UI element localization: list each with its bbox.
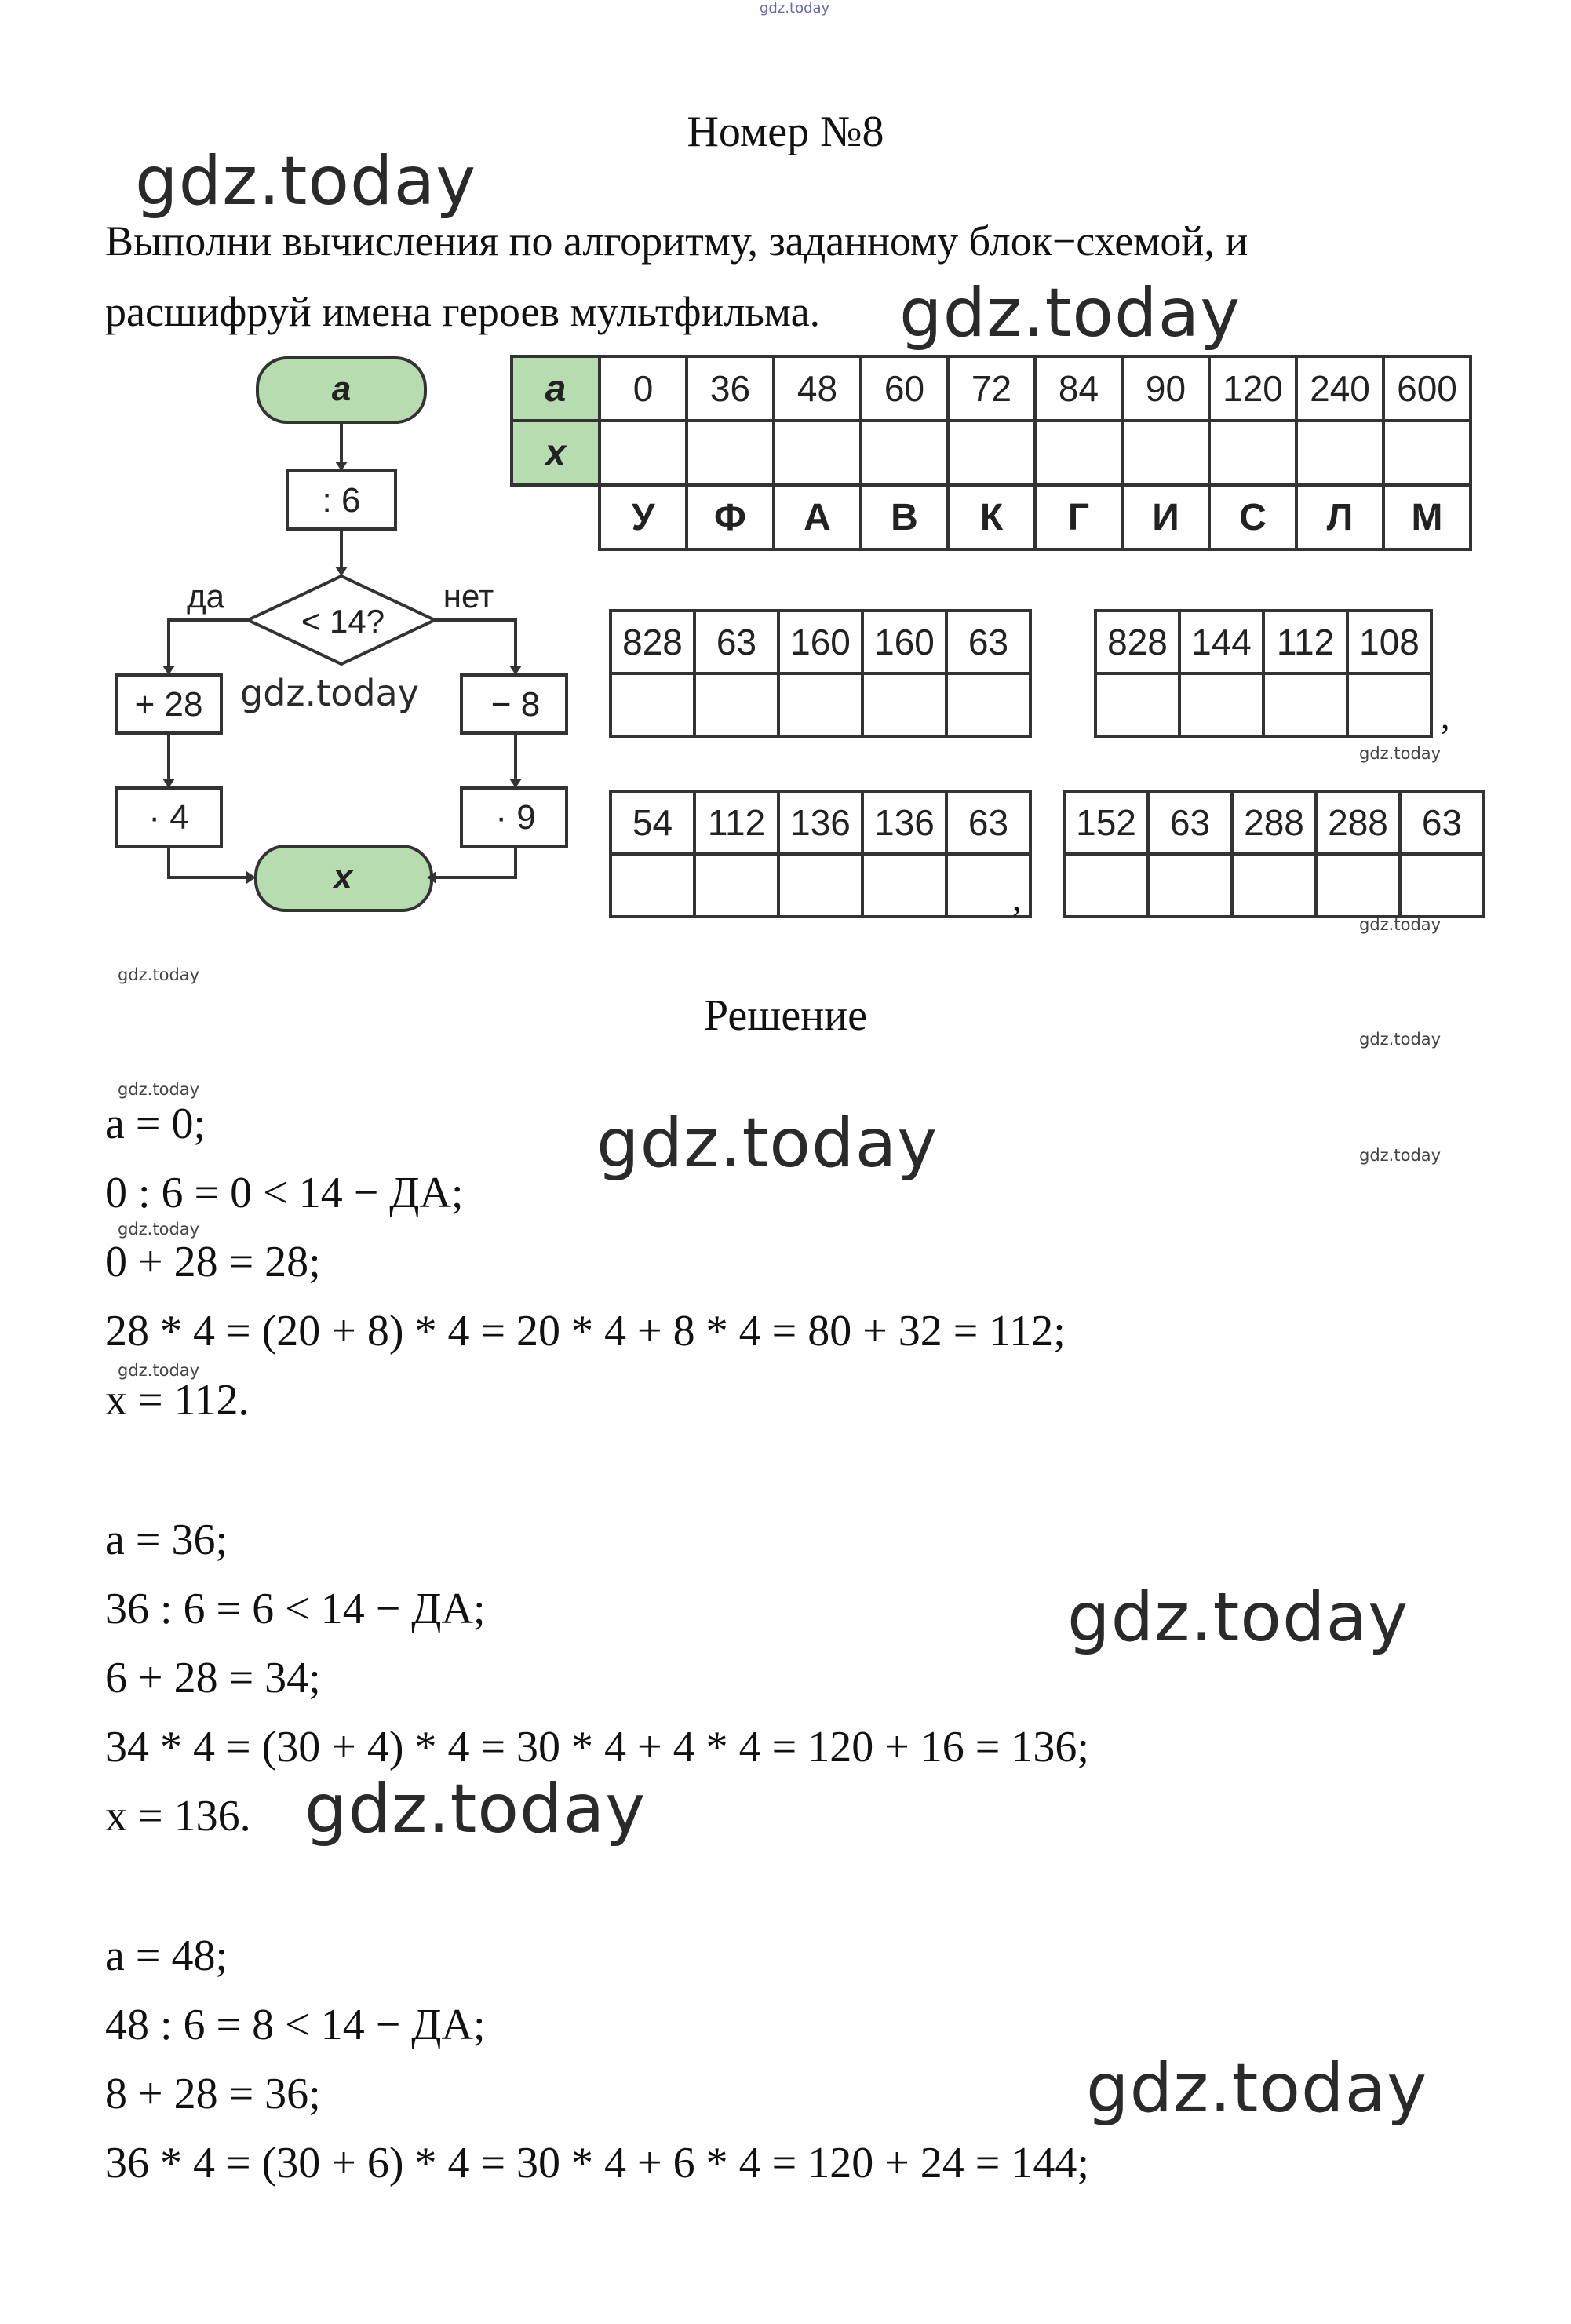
solution-line: 48 : 6 = 8 < 14 − ДА;: [105, 2001, 486, 2049]
letter-cell: Л: [1296, 485, 1383, 549]
answer-cell: [778, 673, 862, 736]
code-cell: 136: [778, 791, 862, 854]
a-value: 48: [774, 356, 861, 421]
letter-cell: У: [600, 485, 687, 549]
name-table-2: [1094, 609, 1433, 738]
solution-line: 0 + 28 = 28;: [105, 1238, 321, 1286]
watermark: gdz.today: [1359, 915, 1442, 934]
flowchart-condition-label: < 14?: [301, 603, 385, 640]
watermark: gdz.today: [135, 142, 477, 221]
letter-cell: Г: [1035, 485, 1122, 549]
answer-cell: [611, 673, 694, 736]
solution-line: 8 + 28 = 36;: [105, 2070, 321, 2118]
answer-cell: [1263, 673, 1347, 736]
table-row: [1064, 854, 1484, 917]
name-table-1: [609, 609, 1032, 738]
flowchart-no-label: нет: [443, 578, 494, 615]
watermark: gdz.today: [304, 1770, 647, 1848]
watermark: gdz.today: [596, 1104, 939, 1183]
code-cell: 144: [1179, 611, 1263, 673]
table-row: [611, 611, 1030, 673]
flowchart-yes-op2-label: · 4: [148, 798, 189, 837]
code-cell: 63: [946, 791, 1030, 854]
answer-cell: [1316, 854, 1400, 917]
answer-cell: [694, 673, 778, 736]
solution-line: 34 * 4 = (30 + 4) * 4 = 30 * 4 + 4 * 4 = 120 + 16 = 136;: [105, 1723, 1089, 1771]
a-value: 90: [1122, 356, 1209, 421]
solution-line: x = 112.: [105, 1376, 250, 1425]
table-row: [1064, 791, 1484, 854]
code-cell: 136: [862, 791, 946, 854]
watermark: gdz.today: [118, 965, 200, 984]
flowchart-end-label: x: [333, 858, 353, 896]
solution-line: 0 : 6 = 0 < 14 − ДА;: [105, 1169, 464, 1217]
watermark: gdz.today: [1359, 1146, 1442, 1165]
code-cell: 63: [1148, 791, 1232, 854]
a-value: 72: [948, 356, 1035, 421]
flowchart-no-op2-label: · 9: [495, 798, 536, 837]
task-line-2: расшифруй имена героев мультфильма.: [105, 288, 821, 335]
solution-line: a = 48;: [105, 1932, 228, 1980]
table-row-x: [512, 421, 1471, 485]
code-cell: 288: [1316, 791, 1400, 854]
flowchart-start-label: a: [331, 370, 352, 408]
x-cell: [774, 421, 861, 485]
empty-cell: [512, 485, 600, 549]
code-cell: 63: [694, 611, 778, 673]
letter-cell: Ф: [687, 485, 774, 549]
comma: ,: [1441, 696, 1450, 736]
table-row: [611, 673, 1030, 736]
answer-cell: [1064, 854, 1148, 917]
watermark: gdz.today: [118, 1220, 200, 1239]
code-cell: 112: [1263, 611, 1347, 673]
x-cell: [948, 421, 1035, 485]
watermark: gdz.today: [1359, 1030, 1442, 1049]
code-cell: 828: [1095, 611, 1179, 673]
code-cell: 63: [1400, 791, 1484, 854]
letter-cell: В: [861, 485, 948, 549]
code-cell: 54: [611, 791, 694, 854]
code-cell: 828: [611, 611, 694, 673]
answer-cell: [1179, 673, 1263, 736]
answer-cell: [946, 673, 1030, 736]
row-x-label: x: [512, 421, 600, 485]
watermark: gdz.today: [118, 1080, 200, 1099]
answer-cell: [694, 854, 778, 917]
code-cell: 160: [862, 611, 946, 673]
table-row-a: [512, 356, 1471, 421]
watermark: gdz.today: [899, 274, 1241, 352]
row-a-label: a: [512, 356, 600, 421]
flowchart-divide-label: : 6: [322, 481, 361, 520]
answer-cell: [1400, 854, 1484, 917]
answer-cell: [778, 854, 862, 917]
table-row: [611, 791, 1030, 854]
solution-title: Решение: [703, 991, 868, 1040]
a-value: 84: [1035, 356, 1122, 421]
solution-line: 36 : 6 = 6 < 14 − ДА;: [105, 1585, 486, 1633]
page-title: Номер №8: [687, 108, 884, 156]
answer-cell: [1232, 854, 1316, 917]
solution-line: 28 * 4 = (20 + 8) * 4 = 20 * 4 + 8 * 4 = 80 + 32 = 112;: [105, 1307, 1066, 1355]
letter-cell: М: [1383, 485, 1471, 549]
code-cell: 160: [778, 611, 862, 673]
watermark: gdz.today: [1359, 744, 1442, 763]
solution-line: 36 * 4 = (30 + 6) * 4 = 30 * 4 + 6 * 4 = 120 + 24 = 144;: [105, 2139, 1089, 2187]
watermark: gdz.today: [118, 1361, 200, 1380]
a-value: 60: [861, 356, 948, 421]
a-value: 240: [1296, 356, 1383, 421]
x-cell: [1122, 421, 1209, 485]
letter-cell: К: [948, 485, 1035, 549]
flowchart-yes-label: да: [187, 578, 224, 615]
watermark: gdz.today: [1067, 1578, 1409, 1657]
watermark: gdz.today: [240, 672, 419, 714]
a-value: 600: [1383, 356, 1471, 421]
answer-cell: [1347, 673, 1431, 736]
name-table-3: [609, 790, 1032, 918]
a-value: 0: [600, 356, 687, 421]
table-row: [1095, 611, 1431, 673]
name-table-4: [1063, 790, 1485, 918]
x-cell: [600, 421, 687, 485]
solution-line: 6 + 28 = 34;: [105, 1654, 321, 1702]
task-line-1: Выполни вычисления по алгоритму, заданному блок−схемой, и: [105, 217, 1248, 265]
x-cell: [687, 421, 774, 485]
table-row-letters: [512, 485, 1471, 549]
code-cell: 63: [946, 611, 1030, 673]
answer-cell: [1148, 854, 1232, 917]
code-table: [510, 355, 1472, 551]
table-row: [1095, 673, 1431, 736]
letter-cell: А: [774, 485, 861, 549]
x-cell: [1209, 421, 1296, 485]
letter-cell: И: [1122, 485, 1209, 549]
flowchart-no-op1-label: − 8: [490, 685, 541, 724]
code-cell: 112: [694, 791, 778, 854]
solution-line: a = 0;: [105, 1100, 206, 1148]
header-watermark: gdz.today: [760, 0, 830, 16]
x-cell: [1035, 421, 1122, 485]
answer-cell: [862, 854, 946, 917]
x-cell: [1383, 421, 1471, 485]
answer-cell: [862, 673, 946, 736]
a-value: 36: [687, 356, 774, 421]
watermark: gdz.today: [1086, 2049, 1428, 2128]
code-cell: 288: [1232, 791, 1316, 854]
x-cell: [1296, 421, 1383, 485]
a-value: 120: [1209, 356, 1296, 421]
solution-line: x = 136.: [105, 1792, 251, 1841]
answer-cell: [611, 854, 694, 917]
table-row: [611, 854, 1030, 917]
letter-cell: С: [1209, 485, 1296, 549]
comma: ,: [1012, 878, 1022, 918]
code-cell: 108: [1347, 611, 1431, 673]
code-cell: 152: [1064, 791, 1148, 854]
x-cell: [861, 421, 948, 485]
flowchart-yes-op1-label: + 28: [134, 685, 203, 724]
answer-cell: [1095, 673, 1179, 736]
solution-line: a = 36;: [105, 1516, 228, 1564]
